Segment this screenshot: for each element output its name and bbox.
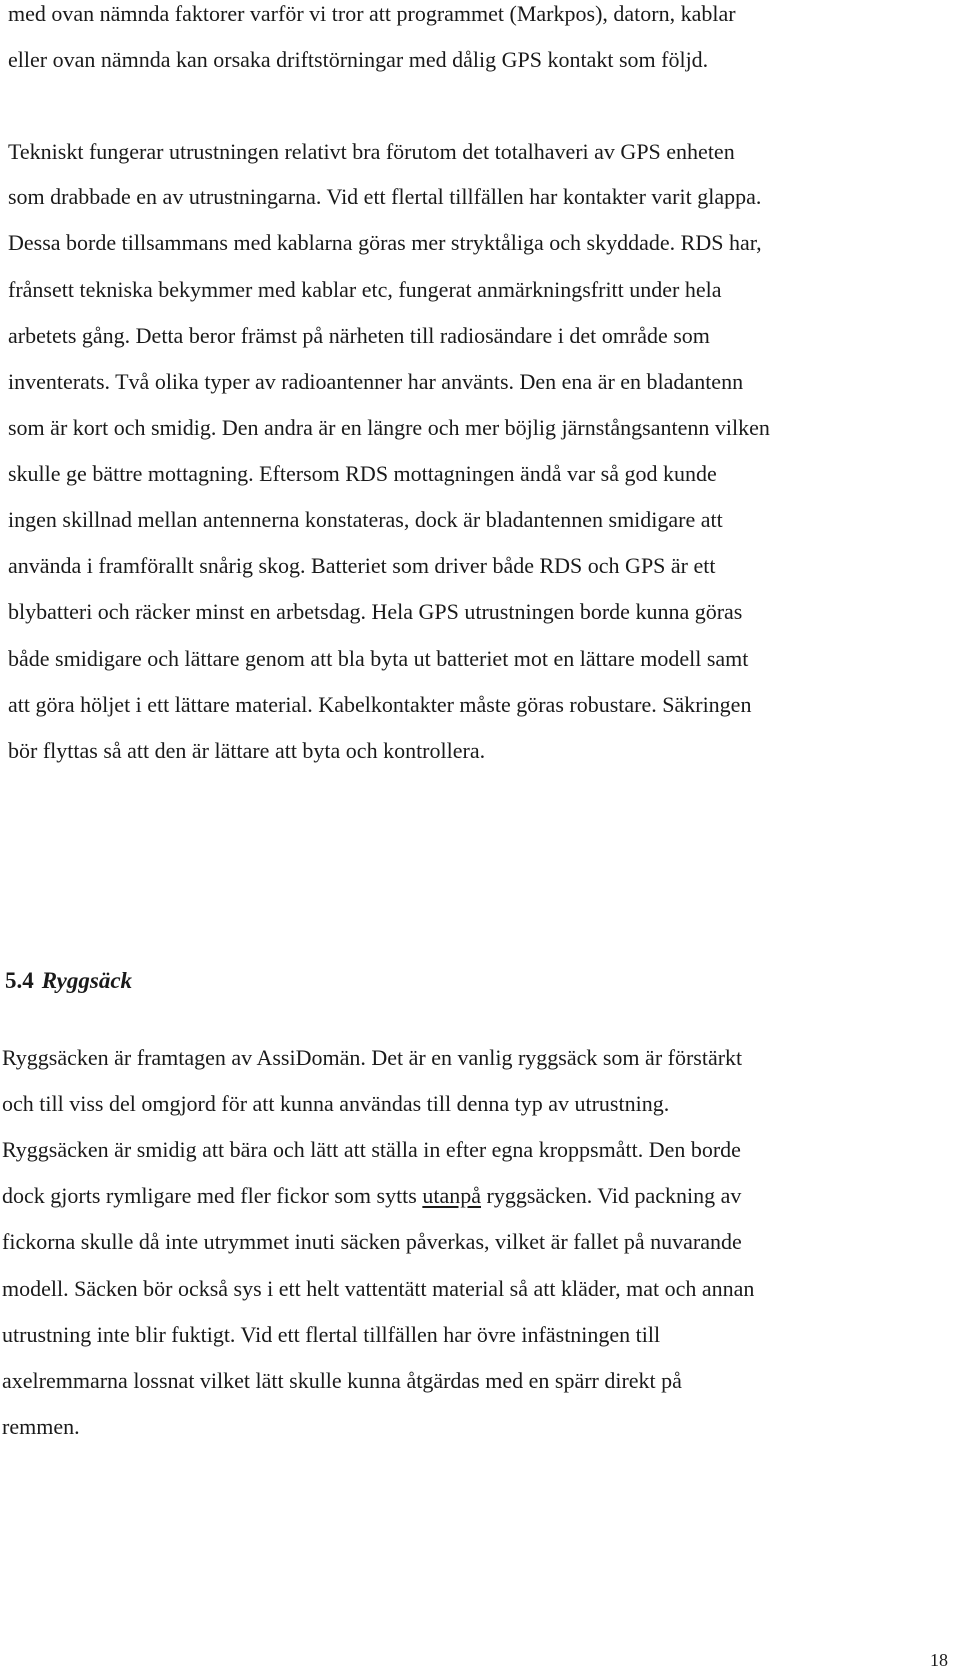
text-line: och till viss del omgjord för att kunna användas till denna typ av utrustning.	[2, 1091, 670, 1116]
text-line: som drabbade en av utrustningarna. Vid ett flertal tillfällen har kontakter varit glappa.	[8, 184, 762, 209]
text-line: med ovan nämnda faktorer varför vi tror att programmet (Markpos), datorn, kablar	[8, 1, 736, 26]
text-line: skulle ge bättre mottagning. Eftersom RDS mottagningen ändå var så god kunde	[8, 461, 717, 486]
text-segment: dock gjorts rymligare med fler fickor som sytts	[2, 1183, 423, 1208]
text-line: axelremmarna lossnat vilket lätt skulle kunna åtgärdas med en spärr direkt på	[2, 1368, 682, 1393]
page-number: 18	[930, 1650, 948, 1670]
text-line: Tekniskt fungerar utrustningen relativt bra förutom det totalhaveri av GPS enheten	[8, 139, 735, 164]
section-number: 5.4	[5, 968, 34, 993]
text-line: både smidigare och lättare genom att bla byta ut batteriet mot en lättare modell samt	[8, 646, 749, 671]
text-line: bör flyttas så att den är lättare att byta och kontrollera.	[8, 738, 486, 763]
underlined-word: utanpå	[422, 1183, 482, 1208]
text-line: utrustning inte blir fuktigt. Vid ett flertal tillfällen har övre infästningen till	[2, 1322, 661, 1347]
text-line: ingen skillnad mellan antennerna konstateras, dock är bladantennen smidigare att	[8, 507, 723, 532]
section-title: Ryggsäck	[41, 968, 133, 993]
text-line: arbetets gång. Detta beror främst på närheten till radiosändare i det område som	[8, 323, 710, 348]
text-line: eller ovan nämnda kan orsaka driftstörningar med dålig GPS kontakt som följd.	[8, 47, 709, 72]
section-heading	[5, 966, 132, 996]
text-line: blybatteri och räcker minst en arbetsdag. Hela GPS utrustningen borde kunna göras	[8, 599, 743, 624]
text-line: Ryggsäcken är smidig att bära och lätt att ställa in efter egna kroppsmått. Den borde	[2, 1137, 741, 1162]
text-line: använda i framförallt snårig skog. Batteriet som driver både RDS och GPS är ett	[8, 553, 716, 578]
text-line: remmen.	[2, 1414, 80, 1439]
text-line: som är kort och smidig. Den andra är en längre och mer böjlig järnstångsantenn vilken	[8, 415, 770, 440]
text-line: att göra höljet i ett lättare material. Kabelkontakter måste göras robustare. Säkringen	[8, 692, 752, 717]
text-line: frånsett tekniska bekymmer med kablar etc, fungerat anmärkningsfritt under hela	[8, 277, 722, 302]
text-line: inventerats. Två olika typer av radioantenner har använts. Den ena är en bladantenn	[8, 369, 744, 394]
text-segment: ryggsäcken. Vid packning av	[481, 1183, 742, 1208]
text-line: Ryggsäcken är framtagen av AssiDomän. Det är en vanlig ryggsäck som är förstärkt	[2, 1045, 743, 1070]
text-line: modell. Säcken bör också sys i ett helt vattentätt material så att kläder, mat och annan	[2, 1276, 755, 1301]
text-line: fickorna skulle då inte utrymmet inuti säcken påverkas, vilket är fallet på nuvarande	[2, 1229, 742, 1254]
text-line: Dessa borde tillsammans med kablarna göras mer stryktåliga och skyddade. RDS har,	[8, 230, 762, 255]
text-line	[2, 1182, 741, 1210]
